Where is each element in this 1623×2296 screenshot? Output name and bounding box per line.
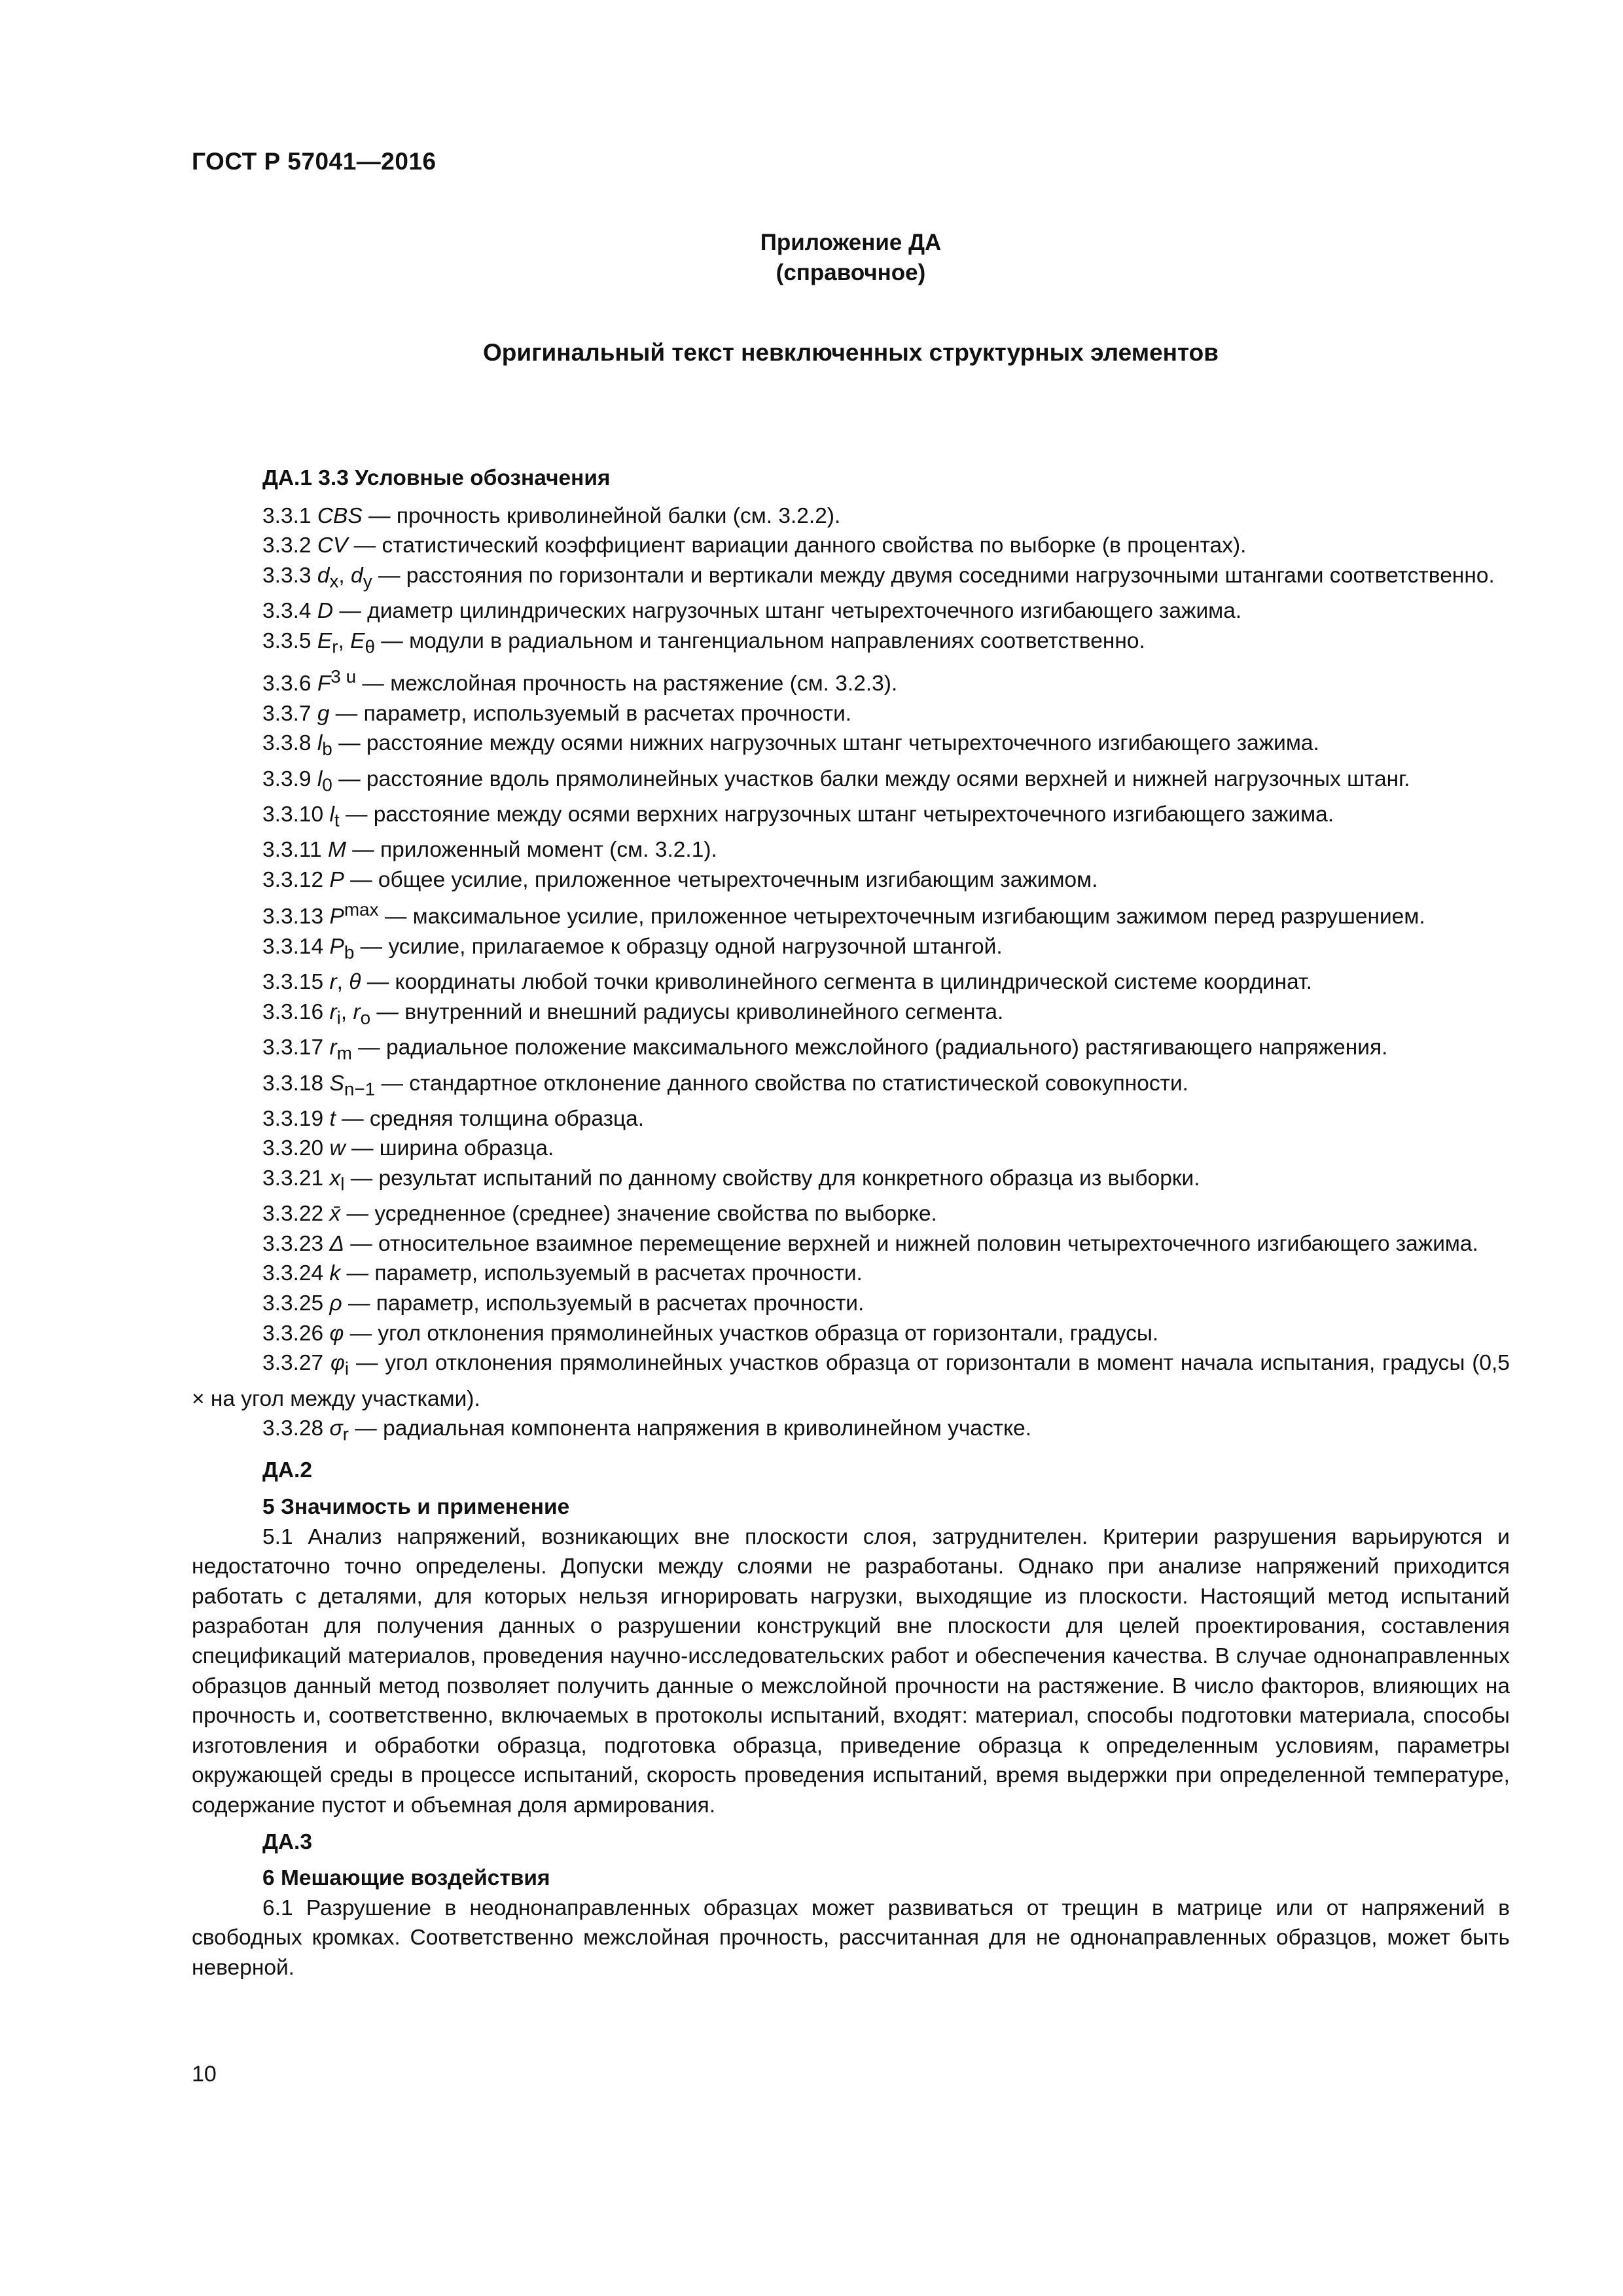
symbol: E xyxy=(350,628,365,653)
symbol-subscript: b xyxy=(322,738,332,759)
symbol: M xyxy=(327,838,346,863)
symbol: θ xyxy=(349,970,361,995)
symbol-number: 3.3.5 xyxy=(262,628,317,653)
symbol-subscript: o xyxy=(360,1007,371,1028)
symbol-description: — стандартное отклонение данного свойства по статистической совокупности. xyxy=(375,1071,1188,1096)
symbol-description: — относительное взаимное перемещение верхней и нижней половин четырехточечного изгибающего зажима. xyxy=(344,1231,1478,1256)
symbol-number: 3.3.24 xyxy=(262,1261,330,1286)
symbol-number: 3.3.23 xyxy=(262,1231,330,1256)
symbol-definition xyxy=(192,561,1510,596)
symbol: D xyxy=(317,599,334,624)
symbol-subscript: 0 xyxy=(322,774,332,795)
symbol-description: — расстояние между осями верхних нагрузочных штанг четырехточечного изгибающего зажима. xyxy=(339,802,1334,827)
symbol-definition xyxy=(192,1104,1510,1134)
symbol-number: 3.3.15 xyxy=(262,970,330,995)
symbol-definition xyxy=(192,699,1510,729)
symbol-description: — статистический коэффициент вариации данного свойства по выборке (в процентах). xyxy=(348,533,1247,558)
symbol-definition xyxy=(192,662,1510,699)
section-heading-5: 5 Значимость и применение xyxy=(262,1494,570,1519)
symbol-number: 3.3.19 xyxy=(262,1106,330,1131)
symbol-definition xyxy=(192,1229,1510,1259)
symbol-superscript: 3 u xyxy=(330,666,357,687)
symbol: d xyxy=(317,563,330,588)
symbol: l xyxy=(317,731,323,756)
annex-label: Приложение ДА xyxy=(760,230,942,255)
symbol-subscript: θ xyxy=(365,636,375,657)
symbol-definition xyxy=(192,865,1510,895)
symbol: x̄ xyxy=(329,1202,341,1227)
symbol: σ xyxy=(329,1416,343,1441)
symbol-description: — угол отклонения прямолинейных участков образца от горизонтали, градусы. xyxy=(344,1321,1159,1346)
symbol: E xyxy=(317,628,332,653)
symbol-definition xyxy=(192,1033,1510,1068)
symbol-definition xyxy=(192,501,1510,531)
symbol: F xyxy=(317,672,331,696)
symbol-definition xyxy=(192,764,1510,800)
symbol-subscript: l xyxy=(340,1174,345,1194)
symbol-definition xyxy=(192,1199,1510,1229)
symbol: φ xyxy=(330,1351,345,1376)
symbol-number: 3.3.21 xyxy=(262,1166,330,1191)
symbol-description: — угол отклонения прямолинейных участков образца от горизонтали в момент начала испытания, градусы (0,5 × на угол между участками). xyxy=(192,1351,1510,1411)
symbol: r xyxy=(329,999,337,1024)
symbol: Δ xyxy=(329,1231,344,1256)
symbol-definition xyxy=(192,1348,1510,1414)
symbol-definition xyxy=(192,531,1510,561)
symbol-number: 3.3.6 xyxy=(262,672,317,696)
symbol-definition xyxy=(192,626,1510,662)
symbol-description: — координаты любой точки криволинейного сегмента в цилиндрической системе координат. xyxy=(361,970,1312,995)
symbol-separator: , xyxy=(338,563,351,588)
symbol-subscript: m xyxy=(336,1043,352,1064)
symbol-number: 3.3.7 xyxy=(262,701,317,726)
section-heading-6: 6 Мешающие воздействия xyxy=(262,1866,550,1891)
symbol: d xyxy=(351,563,363,588)
symbol-description: — расстояние между осями нижних нагрузочных штанг четырехточечного изгибающего зажима. xyxy=(332,731,1319,756)
symbol-number: 3.3.28 xyxy=(262,1416,330,1441)
symbol: ρ xyxy=(329,1291,342,1316)
symbol: φ xyxy=(329,1321,344,1346)
symbol-definition xyxy=(192,1259,1510,1289)
symbol-definition xyxy=(192,800,1510,835)
symbol-definition xyxy=(192,596,1510,626)
symbol-number: 3.3.2 xyxy=(262,533,317,558)
symbol-description: — максимальное усилие, приложенное четырехточечным изгибающим зажимом перед разрушением. xyxy=(378,905,1425,929)
symbol: w xyxy=(329,1136,346,1161)
symbols-list xyxy=(192,501,1510,1450)
symbol-definition xyxy=(192,932,1510,967)
symbol-number: 3.3.22 xyxy=(262,1202,330,1227)
symbol-number: 3.3.1 xyxy=(262,503,317,528)
paragraph-5-1: 5.1 Анализ напряжений, возникающих вне плоскости слоя, затруднителен. Критерии разрушения варьируются и недостаточно точно определены. Допуски между слоями не разработаны. Однако при анализе напряжений приходится работать с деталями, для которых нельзя игнорировать нагрузки, выходящие из плоскости. Настоящий метод испытаний разработан для получения данных о разрушении конструкций вне плоскости для целей проектирования, составления спецификаций материалов, проведения научно-исследовательских работ и обеспечения качества. В случае однонаправленных образцов данный метод позволяет получить данные о межслойной прочности на растяжение. В число факторов, влияющих на прочность и, соответственно, включаемых в протоколы испытаний, входят: материал, способы подготовки материала, способы изготовления и обработки образца, подготовка образца, приведение образца к определенным условиям, параметры окружающей среды в процессе испытаний, скорость проведения испытаний, время выдержки при определенной температуре, содержание пустот и объемная доля армирования. xyxy=(192,1524,1510,1818)
symbol-description: — средняя толщина образца. xyxy=(335,1106,645,1131)
symbol-definition xyxy=(192,1414,1510,1449)
symbol: t xyxy=(329,1106,336,1131)
symbol-number: 3.3.9 xyxy=(262,766,317,791)
symbol-number: 3.3.8 xyxy=(262,731,317,756)
symbol-description: — радиальная компонента напряжения в криволинейном участке. xyxy=(348,1416,1032,1441)
symbol-definition xyxy=(192,835,1510,865)
symbol-description: — межслойная прочность на растяжение (см. 3.2.3). xyxy=(356,672,898,696)
symbol-number: 3.3.26 xyxy=(262,1321,330,1346)
symbol-definition xyxy=(192,1319,1510,1349)
symbol-description: — усилие, прилагаемое к образцу одной нагрузочной штангой. xyxy=(354,935,1003,960)
symbol-description: — расстояние вдоль прямолинейных участков балки между осями верхней и нижней нагрузочных штанг. xyxy=(332,766,1410,791)
symbol-definition xyxy=(192,1069,1510,1104)
section-heading-da2: ДА.2 xyxy=(262,1458,312,1483)
symbol-definition xyxy=(192,728,1510,764)
symbol: P xyxy=(329,867,344,892)
symbol-subscript: i xyxy=(344,1358,349,1379)
symbol-subscript: r xyxy=(332,636,338,657)
symbol-description: — параметр, используемый в расчетах прочности. xyxy=(340,1261,863,1286)
symbol-definition xyxy=(192,1289,1510,1319)
symbol-superscript: max xyxy=(344,899,379,920)
symbol-separator: , xyxy=(340,999,353,1024)
document-body xyxy=(192,463,1510,1982)
section-heading-da3: ДА.3 xyxy=(262,1829,312,1854)
symbol-number: 3.3.10 xyxy=(262,802,330,827)
symbol-number: 3.3.12 xyxy=(262,867,330,892)
symbol-subscript: x xyxy=(329,571,339,592)
symbol-description: — радиальное положение максимального межслойного (радиального) растягивающего напряжения. xyxy=(351,1035,1388,1060)
symbol-subscript: t xyxy=(334,810,340,831)
symbol-description: — прочность криволинейной балки (см. 3.2.2). xyxy=(362,503,841,528)
symbol-description: — общее усилие, приложенное четырехточечным изгибающим зажимом. xyxy=(344,867,1098,892)
annex-title: Оригинальный текст невключенных структурных элементов xyxy=(482,339,1219,366)
symbol-description: — внутренний и внешний радиусы криволинейного сегмента. xyxy=(370,999,1004,1024)
symbol-number: 3.3.4 xyxy=(262,599,317,624)
symbol-subscript: n−1 xyxy=(344,1079,376,1100)
symbol-number: 3.3.27 xyxy=(262,1351,331,1376)
symbol-number: 3.3.11 xyxy=(262,838,328,863)
symbol-number: 3.3.13 xyxy=(262,905,330,929)
symbol-definition xyxy=(192,1134,1510,1164)
symbol-number: 3.3.17 xyxy=(262,1035,330,1060)
symbol-definition xyxy=(192,1164,1510,1199)
symbol-definition xyxy=(192,967,1510,997)
symbol: P xyxy=(329,935,344,960)
symbol: l xyxy=(329,802,334,827)
page-number: 10 xyxy=(192,2062,217,2087)
symbol-subscript: r xyxy=(342,1424,349,1444)
symbol-description: — расстояния по горизонтали и вертикали между двумя соседними нагрузочными штангами соответственно. xyxy=(372,563,1495,588)
symbol: r xyxy=(329,970,337,995)
symbol: r xyxy=(353,999,361,1024)
annex-heading xyxy=(0,228,1623,288)
symbol: CV xyxy=(317,533,348,558)
symbol-number: 3.3.25 xyxy=(262,1291,330,1316)
symbol-description: — ширина образца. xyxy=(345,1136,554,1161)
symbol: S xyxy=(329,1071,344,1096)
symbol: x xyxy=(329,1166,341,1191)
symbol-description: — параметр, используемый в расчетах прочности. xyxy=(342,1291,865,1316)
symbol-number: 3.3.14 xyxy=(262,935,330,960)
symbol-separator: , xyxy=(338,628,351,653)
symbol-subscript: y xyxy=(363,571,372,592)
symbol-description: — результат испытаний по данному свойству для конкретного образца из выборки. xyxy=(344,1166,1200,1191)
symbol-number: 3.3.18 xyxy=(262,1071,330,1096)
symbol-number: 3.3.20 xyxy=(262,1136,330,1161)
paragraph-6-1: 6.1 Разрушение в неоднонаправленных образцах может развиваться от трещин в матрице или от напряжений в свободных кромках. Соответственно межслойная прочность, рассчитанная для не однонаправленных образцов, может быть неверной. xyxy=(192,1895,1510,1980)
symbol-number: 3.3.3 xyxy=(262,563,317,588)
symbol-definition xyxy=(192,895,1510,932)
symbol-description: — модули в радиальном и тангенциальном направлениях соответственно. xyxy=(375,628,1145,653)
symbol-description: — параметр, используемый в расчетах прочности. xyxy=(329,701,852,726)
symbol-description: — усредненное (среднее) значение свойства по выборке. xyxy=(340,1202,937,1227)
symbol: CBS xyxy=(317,503,363,528)
symbol-definition xyxy=(192,997,1510,1033)
symbol: g xyxy=(317,701,330,726)
symbol: l xyxy=(317,766,323,791)
symbol: P xyxy=(329,905,344,929)
symbol-subscript: b xyxy=(344,942,355,963)
symbol: k xyxy=(329,1261,341,1286)
annex-type: (справочное) xyxy=(776,260,926,285)
symbol: r xyxy=(329,1035,337,1060)
symbol-separator: , xyxy=(336,970,349,995)
symbol-subscript: i xyxy=(336,1007,341,1028)
symbol-description: — приложенный момент (см. 3.2.1). xyxy=(346,838,717,863)
symbol-number: 3.3.16 xyxy=(262,999,330,1024)
symbol-description: — диаметр цилиндрических нагрузочных штанг четырехточечного изгибающего зажима. xyxy=(333,599,1242,624)
document-code: ГОСТ Р 57041—2016 xyxy=(192,148,437,175)
section-heading-da1: ДА.1 3.3 Условные обозначения xyxy=(262,466,611,490)
